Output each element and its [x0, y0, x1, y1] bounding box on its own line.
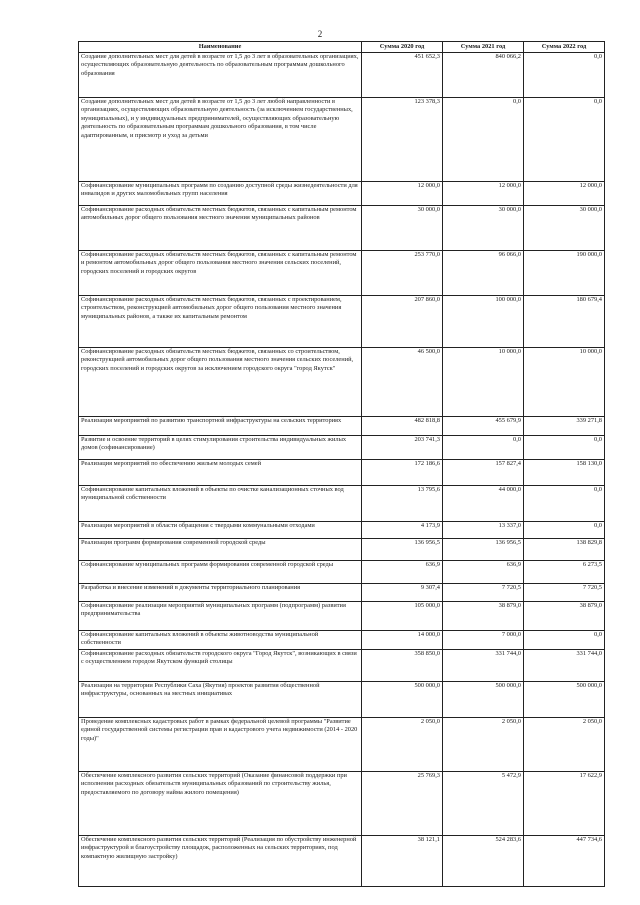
- table-row: [79, 417, 605, 436]
- table-row: [79, 718, 605, 772]
- row-2021-cell: 12 000,0: [443, 182, 524, 206]
- row-2021-cell: 2 050,0: [443, 718, 524, 772]
- row-name-cell: Реализация программ формирования современной городской среды: [79, 539, 362, 561]
- row-2020-cell: 123 378,3: [362, 98, 443, 182]
- row-2021-cell: 136 956,5: [443, 539, 524, 561]
- row-2022-cell: 0,0: [524, 98, 605, 182]
- table-row: [79, 251, 605, 296]
- row-2020-cell: 358 850,0: [362, 650, 443, 682]
- row-name-cell: Софинансирование муниципальных программ по созданию доступной среды жизнедеятельности для инвалидов и других маломобильных групп населения: [79, 182, 362, 206]
- row-2021-cell: 5 472,9: [443, 772, 524, 836]
- row-2020-cell: 203 741,3: [362, 436, 443, 460]
- row-2020-cell: 14 000,0: [362, 631, 443, 650]
- table-row: [79, 539, 605, 561]
- table-row: [79, 650, 605, 682]
- row-2022-cell: 10 000,0: [524, 348, 605, 417]
- table-row: [79, 682, 605, 718]
- row-2020-cell: 105 000,0: [362, 602, 443, 631]
- row-2022-cell: 7 720,5: [524, 584, 605, 602]
- row-2020-cell: 636,9: [362, 561, 443, 584]
- row-name-cell: Софинансирование расходных обязательств местных бюджетов, связанных со строительством, реконструкцией автомобильных дорог общего пользования местного значения сельских поселений, городских поселений и городских округов за исключением городского округа "город Якутск": [79, 348, 362, 417]
- table-row: [79, 584, 605, 602]
- table-row: [79, 53, 605, 98]
- budget-table: [78, 41, 605, 887]
- row-2021-cell: 331 744,0: [443, 650, 524, 682]
- header-2021: Сумма 2021 год: [443, 42, 524, 53]
- row-2021-cell: 44 000,0: [443, 486, 524, 522]
- row-2022-cell: 190 000,0: [524, 251, 605, 296]
- row-name-cell: Реализация мероприятий по обеспечению жильем молодых семей: [79, 460, 362, 486]
- row-2020-cell: 451 652,3: [362, 53, 443, 98]
- row-2020-cell: 253 770,0: [362, 251, 443, 296]
- row-name-cell: Софинансирование расходных обязательств местных бюджетов, связанных с капитальным ремонтом автомобильных дорог общего пользования местного значения муниципальных районов: [79, 206, 362, 251]
- row-2020-cell: 12 000,0: [362, 182, 443, 206]
- header-2022: Сумма 2022 год: [524, 42, 605, 53]
- row-2022-cell: 38 879,0: [524, 602, 605, 631]
- row-name-cell: Софинансирование расходных обязательств местных бюджетов, связанных с проектированием, строительством, реконструкцией автомобильных дорог общего пользования местного значения муниципальных районов, а также их капитальным ремонтом: [79, 296, 362, 348]
- row-2022-cell: 180 679,4: [524, 296, 605, 348]
- row-2021-cell: 0,0: [443, 436, 524, 460]
- table-row: [79, 486, 605, 522]
- row-2021-cell: 500 000,0: [443, 682, 524, 718]
- row-2022-cell: 331 744,0: [524, 650, 605, 682]
- table-row: [79, 561, 605, 584]
- row-2021-cell: 7 000,0: [443, 631, 524, 650]
- row-2020-cell: 46 500,0: [362, 348, 443, 417]
- row-2022-cell: 0,0: [524, 522, 605, 539]
- row-name-cell: Реализация на территории Республики Саха (Якутия) проектов развития общественной инфраструктуры, основанных на местных инициативах: [79, 682, 362, 718]
- row-2020-cell: 2 050,0: [362, 718, 443, 772]
- row-2021-cell: 100 000,0: [443, 296, 524, 348]
- table-header-row: [79, 42, 605, 53]
- row-name-cell: Обеспечение комплексного развития сельских территорий (Реализация по обустройству инженерной инфраструктурой и благоустройству площадок, расположенных на сельских территориях, под компактную жилищную застройку): [79, 836, 362, 887]
- table-row: [79, 182, 605, 206]
- table-row: [79, 348, 605, 417]
- row-name-cell: Софинансирование расходных обязательств городского округа "Город Якутск", возникающих в связи с осуществлением городом Якутском функций столицы: [79, 650, 362, 682]
- row-2021-cell: 30 000,0: [443, 206, 524, 251]
- row-2020-cell: 25 769,3: [362, 772, 443, 836]
- row-2021-cell: 10 000,0: [443, 348, 524, 417]
- row-2020-cell: 482 818,8: [362, 417, 443, 436]
- table-row: [79, 436, 605, 460]
- row-2021-cell: 0,0: [443, 98, 524, 182]
- row-name-cell: Софинансирование капитальных вложений в объекты по очистке канализационных сточных вод муниципальной собственности: [79, 486, 362, 522]
- table-row: [79, 460, 605, 486]
- row-2020-cell: 38 121,1: [362, 836, 443, 887]
- table-row: [79, 631, 605, 650]
- row-2021-cell: 38 879,0: [443, 602, 524, 631]
- table-row: [79, 206, 605, 251]
- row-name-cell: Разработка и внесение изменений в документы территориального планирования: [79, 584, 362, 602]
- row-2020-cell: 30 000,0: [362, 206, 443, 251]
- row-2022-cell: 500 000,0: [524, 682, 605, 718]
- row-2021-cell: 524 283,6: [443, 836, 524, 887]
- row-2022-cell: 0,0: [524, 486, 605, 522]
- row-2021-cell: 157 827,4: [443, 460, 524, 486]
- row-2022-cell: 6 273,5: [524, 561, 605, 584]
- row-2021-cell: 7 720,5: [443, 584, 524, 602]
- table-row: [79, 98, 605, 182]
- row-name-cell: Создание дополнительных мест для детей в возрасте от 1,5 до 3 лет в образовательных организациях, осуществляющих образовательную деятельность по образовательным программам дошкольного образования: [79, 53, 362, 98]
- row-name-cell: Развитие и освоение территорий в целях стимулирования строительства индивидуальных жилых домов (софинансирование): [79, 436, 362, 460]
- row-2020-cell: 9 307,4: [362, 584, 443, 602]
- header-name: Наименование: [79, 42, 362, 53]
- table-row: [79, 296, 605, 348]
- row-2021-cell: 13 337,0: [443, 522, 524, 539]
- table-row: [79, 836, 605, 887]
- row-2022-cell: 0,0: [524, 631, 605, 650]
- table-row: [79, 522, 605, 539]
- row-2022-cell: 158 130,0: [524, 460, 605, 486]
- row-name-cell: Софинансирование расходных обязательств местных бюджетов, связанных с капитальным ремонтом и ремонтом автомобильных дорог общего пользования местного значения сельских поселений, городских поселений и городских округов: [79, 251, 362, 296]
- row-2022-cell: 12 000,0: [524, 182, 605, 206]
- page-number: 2: [317, 29, 323, 39]
- row-2021-cell: 455 679,9: [443, 417, 524, 436]
- row-2022-cell: 2 050,0: [524, 718, 605, 772]
- row-2020-cell: 4 173,9: [362, 522, 443, 539]
- table-row: [79, 772, 605, 836]
- row-name-cell: Софинансирование муниципальных программ формирования современной городской среды: [79, 561, 362, 584]
- header-2020: Сумма 2020 год: [362, 42, 443, 53]
- row-2021-cell: 636,9: [443, 561, 524, 584]
- row-2022-cell: 0,0: [524, 436, 605, 460]
- row-2020-cell: 207 860,0: [362, 296, 443, 348]
- row-2022-cell: 138 829,8: [524, 539, 605, 561]
- row-2022-cell: 17 622,9: [524, 772, 605, 836]
- row-name-cell: Реализация мероприятий по развитию транспортной инфраструктуры на сельских территориях: [79, 417, 362, 436]
- row-2020-cell: 13 795,6: [362, 486, 443, 522]
- row-2020-cell: 136 956,5: [362, 539, 443, 561]
- row-2020-cell: 172 186,6: [362, 460, 443, 486]
- row-2021-cell: 840 066,2: [443, 53, 524, 98]
- table-row: [79, 602, 605, 631]
- row-name-cell: Реализация мероприятий в области обращения с твердыми коммунальными отходами: [79, 522, 362, 539]
- row-2020-cell: 500 000,0: [362, 682, 443, 718]
- row-name-cell: Софинансирование капитальных вложений в объекты животноводства муниципальной собственности: [79, 631, 362, 650]
- row-name-cell: Софинансирование реализации мероприятий муниципальных программ (подпрограмм) развития предпринимательства: [79, 602, 362, 631]
- row-2022-cell: 0,0: [524, 53, 605, 98]
- row-2022-cell: 339 271,8: [524, 417, 605, 436]
- row-2021-cell: 96 066,0: [443, 251, 524, 296]
- row-name-cell: Проведение комплексных кадастровых работ в рамках федеральной целевой программы "Развитие единой государственной системы регистрации прав и кадастрового учета недвижимости (2014 - 2020 годы)": [79, 718, 362, 772]
- row-2022-cell: 30 000,0: [524, 206, 605, 251]
- row-name-cell: Обеспечение комплексного развития сельских территорий (Оказание финансовой поддержки при исполнении расходных обязательств муниципальных образований по строительству жилья, предоставляемого по договору найма жилого помещения): [79, 772, 362, 836]
- row-2022-cell: 447 734,6: [524, 836, 605, 887]
- row-name-cell: Создание дополнительных мест для детей в возрасте от 1,5 до 3 лет любой направленности в организациях, осуществляющих образовательную деятельность (за исключением государственных, муниципальных), и у индивидуальных предпринимателей, осуществляющих образовательную деятельность по образовательным программам дошкольного образования, в том числе адаптированным, и присмотр и уход за детьми: [79, 98, 362, 182]
